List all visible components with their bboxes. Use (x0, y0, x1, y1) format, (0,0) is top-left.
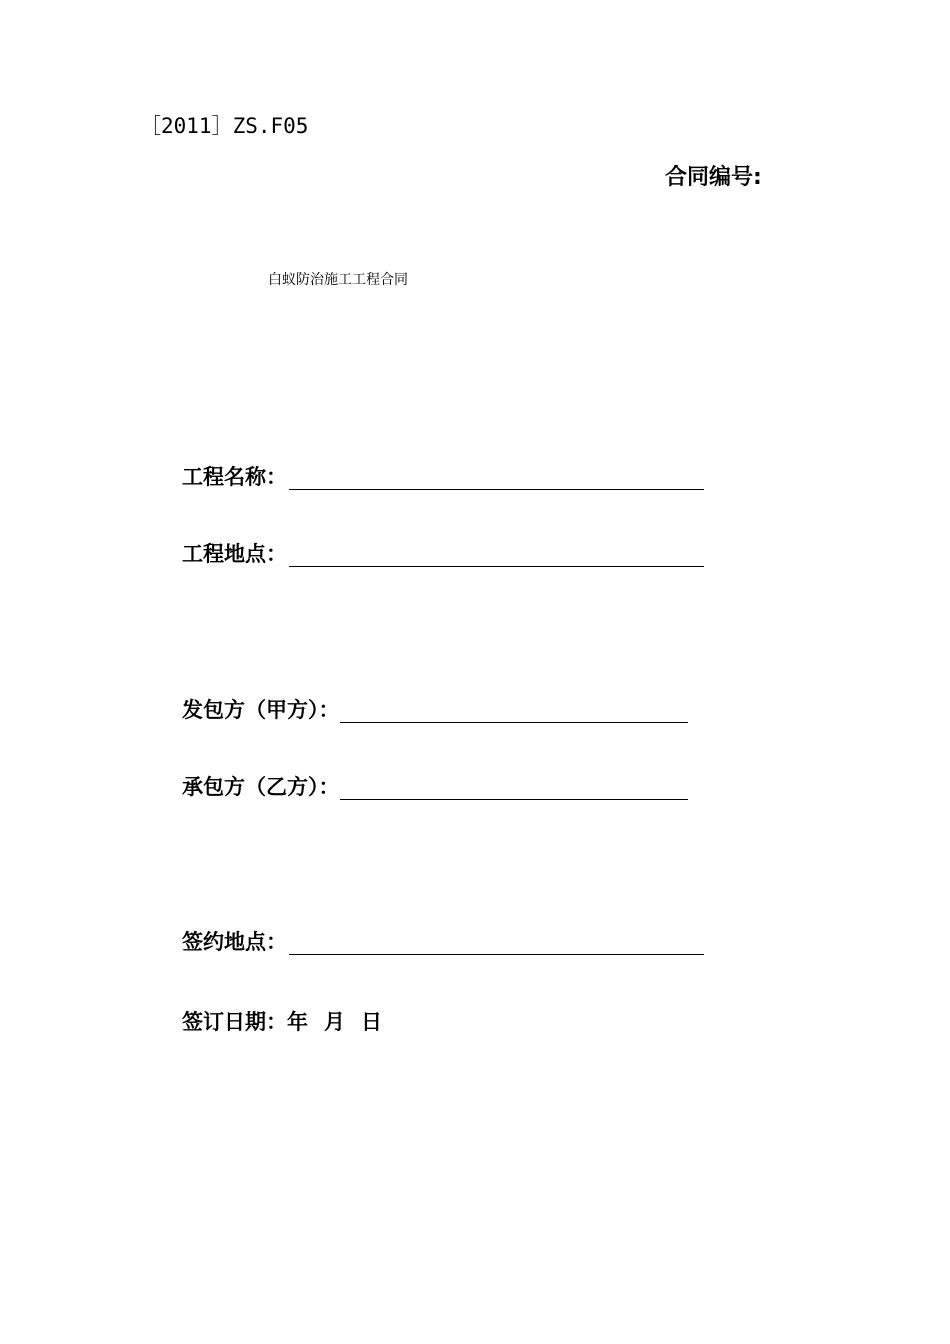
project-location-field (182, 541, 704, 567)
contract-number-label: 合同编号: (665, 165, 762, 190)
project-location-label: 工程地点： (182, 542, 287, 566)
month-label: 月 (324, 1010, 345, 1034)
document-code: ［2011］ZS.F05 (140, 114, 309, 138)
signing-date-field (182, 1006, 382, 1036)
project-location-blank-line (289, 546, 704, 567)
project-name-blank-line (289, 469, 704, 490)
project-name-label: 工程名称： (182, 465, 287, 489)
party-b-field (182, 774, 688, 800)
signing-place-field (182, 929, 704, 955)
signing-place-blank-line (289, 934, 704, 955)
document-title: 白蚁防治施工工程合同 (268, 272, 408, 288)
party-a-blank-line (340, 702, 688, 723)
signing-place-label: 签约地点： (182, 930, 287, 954)
project-name-field (182, 464, 704, 490)
party-b-label: 承包方（乙方）： (182, 775, 340, 799)
party-a-label: 发包方（甲方）： (182, 698, 340, 722)
party-a-field (182, 697, 688, 723)
signing-date-label: 签订日期： (182, 1010, 287, 1034)
day-label: 日 (361, 1010, 382, 1034)
year-label: 年 (287, 1010, 308, 1034)
party-b-blank-line (340, 779, 688, 800)
